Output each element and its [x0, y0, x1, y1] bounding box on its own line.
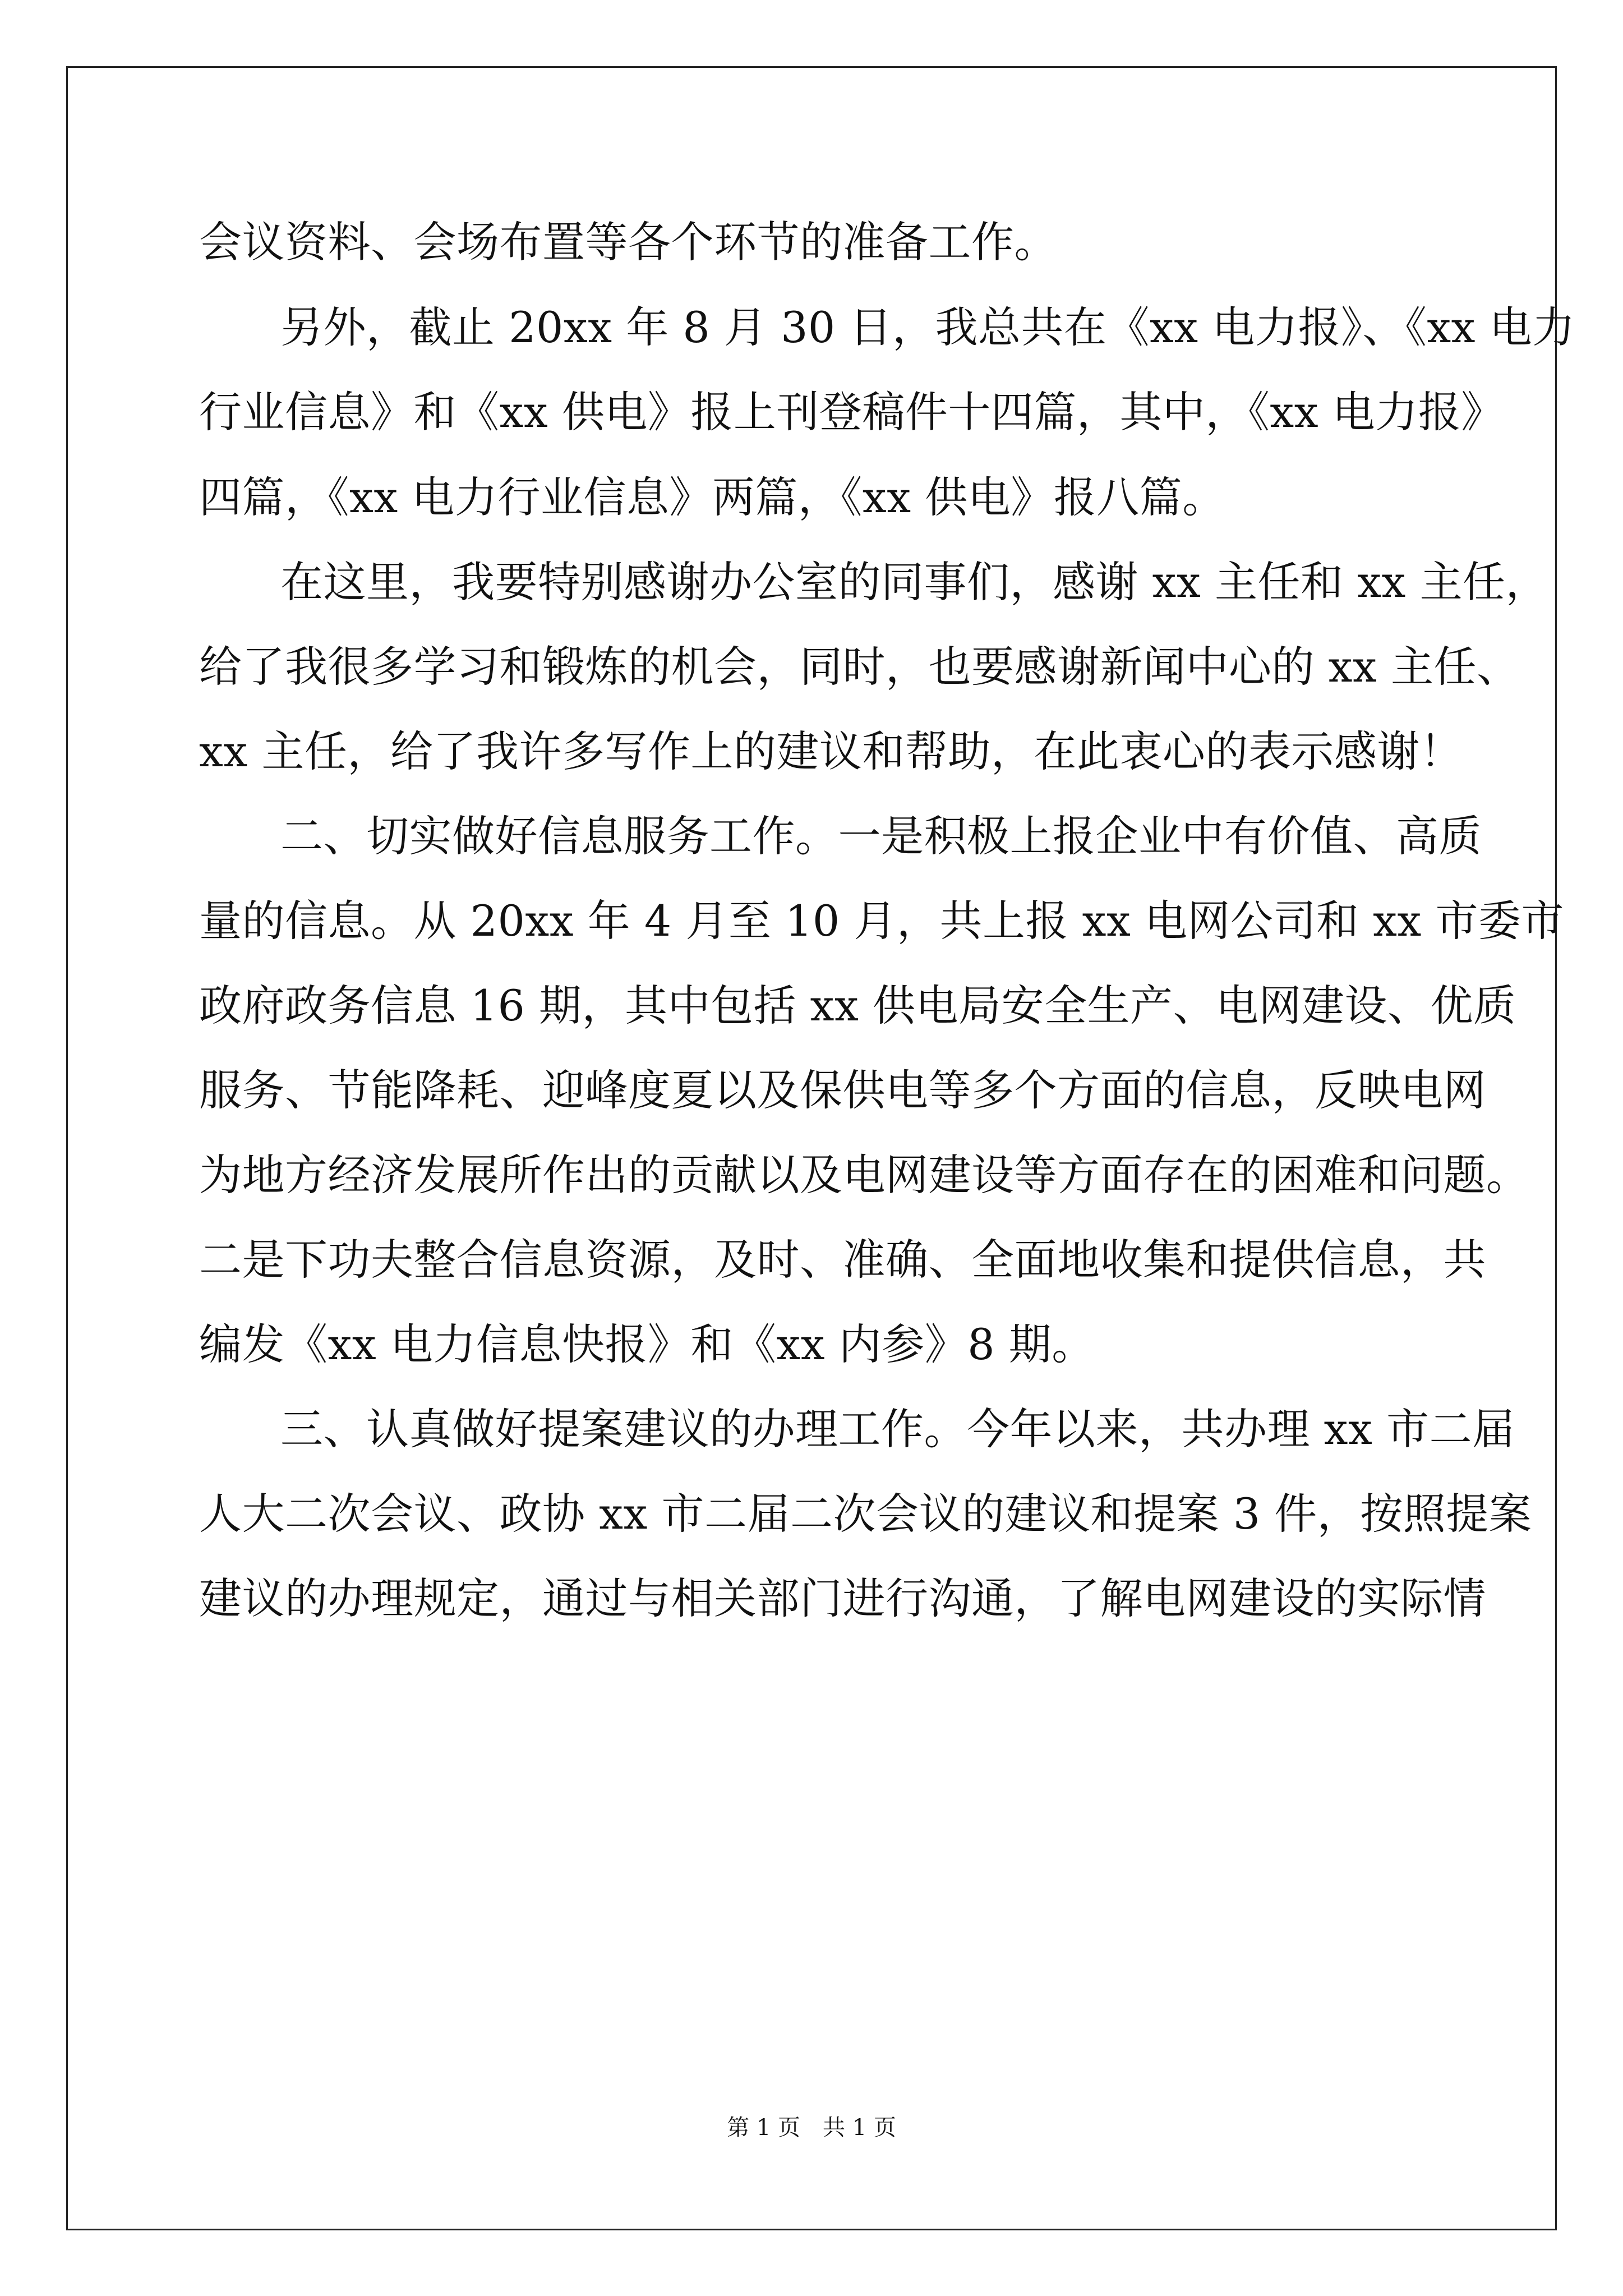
text-line: 建议的办理规定，通过与相关部门进行沟通，了解电网建设的实际情 [199, 1573, 1486, 1623]
text-line: 为地方经济发展所作出的贡献以及电网建设等方面存在的困难和问题。 [199, 1150, 1529, 1200]
text-line: 服务、节能降耗、迎峰度夏以及保供电等多个方面的信息，反映电网 [199, 1065, 1486, 1115]
text-line: 人大二次会议、政协 xx 市二届二次会议的建议和提案 3 件，按照提案 [199, 1489, 1532, 1539]
text-line: 编发《xx 电力信息快报》和《xx 内参》8 期。 [199, 1319, 1095, 1369]
text-line: 政府政务信息 16 期，其中包括 xx 供电局安全生产、电网建设、优质 [199, 981, 1516, 1030]
text-line: 给了我很多学习和锻炼的机会，同时，也要感谢新闻中心的 xx 主任、 [199, 642, 1520, 692]
text-line: xx 主任，给了我许多写作上的建议和帮助，在此衷心的表示感谢！ [199, 726, 1463, 776]
paragraph-start-line: 在这里，我要特别感谢办公室的同事们，感谢 xx 主任和 xx 主任， [280, 557, 1549, 607]
text-line: 会议资料、会场布置等各个环节的准备工作。 [199, 217, 1057, 267]
text-line: 量的信息。从 20xx 年 4 月至 10 月，共上报 xx 电网公司和 xx 市委市 [199, 896, 1565, 946]
paragraph-start-line: 另外，截止 20xx 年 8 月 30 日，我总共在《xx 电力报》、《xx 电力 [280, 302, 1575, 352]
page-footer: 第 1 页 共 1 页 [727, 2115, 896, 2141]
paragraph-start-line: 二、切实做好信息服务工作。一是积极上报企业中有价值、高质 [280, 811, 1482, 861]
text-line: 四篇，《xx 电力行业信息》两篇，《xx 供电》报八篇。 [199, 472, 1225, 522]
text-line: 二是下功夫整合信息资源，及时、准确、全面地收集和提供信息，共 [199, 1235, 1486, 1285]
text-line: 行业信息》和《xx 供电》报上刊登稿件十四篇，其中，《xx 电力报》 [199, 387, 1504, 437]
paragraph-start-line: 三、认真做好提案建议的办理工作。今年以来，共办理 xx 市二届 [280, 1404, 1515, 1454]
